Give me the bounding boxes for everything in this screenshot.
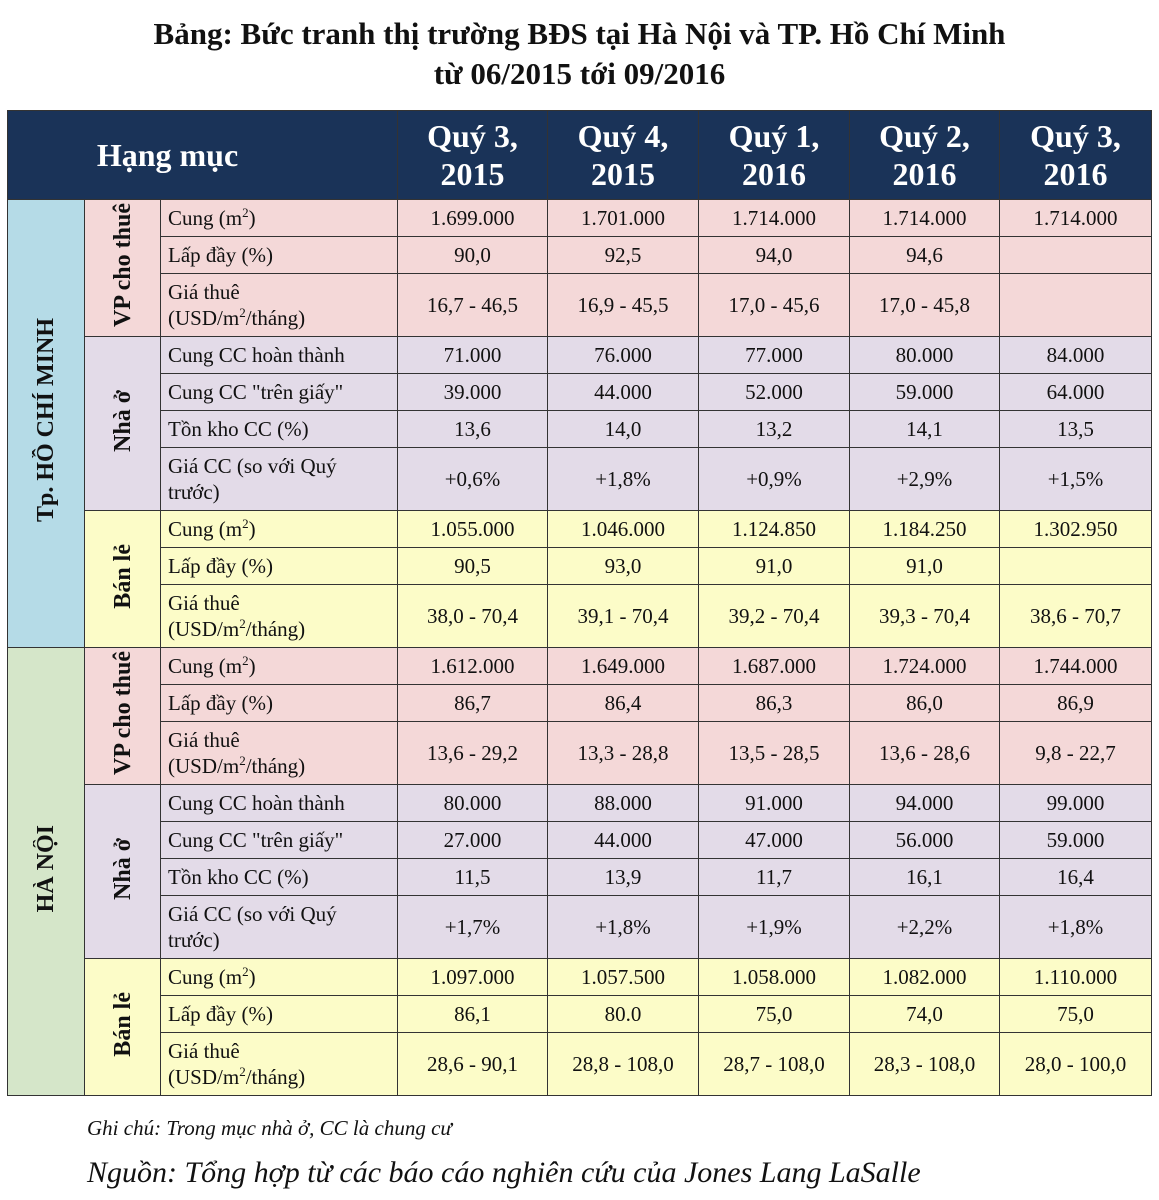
label-text: Lấp đầy (%)	[168, 1002, 273, 1026]
label-text: Giá thuê	[168, 728, 240, 752]
table-row	[8, 859, 1152, 896]
value-cell: 1.612.000	[398, 648, 548, 685]
value-cell: 44.000	[548, 822, 699, 859]
value-cell: 28,7 - 108,0	[699, 1033, 850, 1096]
title-line-2: từ 06/2015 tới 09/2016	[433, 56, 726, 91]
value-cell: 94,6	[850, 237, 1000, 274]
label-text: Cung (m	[168, 965, 243, 989]
value-cell: 13,3 - 28,8	[548, 722, 699, 785]
value-cell: 1.687.000	[699, 648, 850, 685]
row-label	[161, 337, 398, 374]
row-label	[161, 785, 398, 822]
value-cell: 13,6 - 29,2	[398, 722, 548, 785]
label-text: Cung CC hoàn thành	[168, 791, 345, 815]
table-row	[8, 337, 1152, 374]
row-label: Cung $(m^2)$	[161, 200, 398, 237]
value-cell: 1.184.250	[850, 511, 1000, 548]
value-cell: +1,8%	[1000, 896, 1152, 959]
value-cell: 13,5 - 28,5	[699, 722, 850, 785]
value-cell: 1.714.000	[1000, 200, 1152, 237]
row-label: Cung $(m^2)$	[161, 959, 398, 996]
value-cell: 38,0 - 70,4	[398, 585, 548, 648]
label-text: Lấp đầy (%)	[168, 691, 273, 715]
value-cell: 1.744.000	[1000, 648, 1152, 685]
table-row	[8, 648, 1152, 685]
value-cell: 13,6	[398, 411, 548, 448]
value-cell: 92,5	[548, 237, 699, 274]
value-cell: 1.097.000	[398, 959, 548, 996]
table-row	[8, 237, 1152, 274]
value-cell: +0,9%	[699, 448, 850, 511]
note-text: Ghi chú: Trong mục nhà ở, CC là chung cư	[87, 1116, 452, 1140]
value-cell: 1.110.000	[1000, 959, 1152, 996]
value-cell: 13,9	[548, 859, 699, 896]
group-label: Nhà ở	[85, 785, 161, 959]
value-cell: 59.000	[1000, 822, 1152, 859]
label-text: Cung (m	[168, 517, 243, 541]
value-cell: 80.0	[548, 996, 699, 1033]
value-cell: 17,0 - 45,6	[699, 274, 850, 337]
value-cell: 91.000	[699, 785, 850, 822]
value-cell: +1,8%	[548, 448, 699, 511]
value-cell: 76.000	[548, 337, 699, 374]
value-cell: 52.000	[699, 374, 850, 411]
value-cell: 88.000	[548, 785, 699, 822]
table-body	[8, 200, 1152, 1096]
value-cell: 86,4	[548, 685, 699, 722]
label-text: Giá thuê	[168, 1039, 240, 1063]
value-cell: 11,7	[699, 859, 850, 896]
table-row	[8, 896, 1152, 959]
value-cell: 1.057.500	[548, 959, 699, 996]
value-cell: 44.000	[548, 374, 699, 411]
value-cell: 38,6 - 70,7	[1000, 585, 1152, 648]
row-label: Giá thuê $(USD/m^2/tháng)$	[161, 1033, 398, 1096]
value-cell: 90,5	[398, 548, 548, 585]
quarter-header: Quý 4, 2015	[548, 111, 699, 200]
value-cell: 86,3	[699, 685, 850, 722]
table-row	[8, 200, 1152, 237]
value-cell: 11,5	[398, 859, 548, 896]
group-label: Bán lẻ	[85, 959, 161, 1096]
value-cell: 13,5	[1000, 411, 1152, 448]
value-cell: 13,2	[699, 411, 850, 448]
row-label: Cung $(m^2)$	[161, 648, 398, 685]
value-cell: 1.714.000	[850, 200, 1000, 237]
row-label	[161, 685, 398, 722]
group-label: Nhà ở	[85, 337, 161, 511]
label-text: Giá thuê	[168, 280, 240, 304]
row-label: Cung $(m^2)$	[161, 511, 398, 548]
value-cell: 1.714.000	[699, 200, 850, 237]
label-text: Giá thuê	[168, 591, 240, 615]
value-cell: 91,0	[699, 548, 850, 585]
value-cell	[1000, 237, 1152, 274]
value-cell: 94.000	[850, 785, 1000, 822]
value-cell: 1.699.000	[398, 200, 548, 237]
value-cell	[1000, 548, 1152, 585]
value-cell: 74,0	[850, 996, 1000, 1033]
value-cell: 1.124.850	[699, 511, 850, 548]
value-cell: 80.000	[398, 785, 548, 822]
value-cell: 13,6 - 28,6	[850, 722, 1000, 785]
quarter-header: Quý 3, 2016	[1000, 111, 1152, 200]
table-row	[8, 548, 1152, 585]
row-label	[161, 237, 398, 274]
value-cell: 86,1	[398, 996, 548, 1033]
value-cell: 75,0	[699, 996, 850, 1033]
value-cell: +0,6%	[398, 448, 548, 511]
table-row	[8, 274, 1152, 337]
row-label: Giá thuê $(USD/m^2/tháng)$	[161, 274, 398, 337]
label-text: Giá CC (so với Quý	[168, 454, 337, 478]
label-text: Tồn kho CC (%)	[168, 417, 309, 441]
label-text: Cung CC "trên giấy"	[168, 380, 344, 404]
value-cell: 1.055.000	[398, 511, 548, 548]
title-line-1: Bảng: Bức tranh thị trường BĐS tại Hà Nội và TP. Hồ Chí Minh	[153, 16, 1006, 51]
value-cell: 27.000	[398, 822, 548, 859]
value-cell: 17,0 - 45,8	[850, 274, 1000, 337]
value-cell: 39.000	[398, 374, 548, 411]
value-cell: +1,8%	[548, 896, 699, 959]
group-label: Bán lẻ	[85, 511, 161, 648]
table-row	[8, 511, 1152, 548]
value-cell: 14,0	[548, 411, 699, 448]
quarter-header: Quý 1, 2016	[699, 111, 850, 200]
value-cell: 86,7	[398, 685, 548, 722]
table-row	[8, 685, 1152, 722]
page-title	[0, 14, 1159, 94]
value-cell: 14,1	[850, 411, 1000, 448]
label-text: Cung (m	[168, 206, 243, 230]
value-cell: +1,9%	[699, 896, 850, 959]
label-text: Cung CC "trên giấy"	[168, 828, 344, 852]
value-cell: 16,7 - 46,5	[398, 274, 548, 337]
row-label	[161, 859, 398, 896]
value-cell: 1.302.950	[1000, 511, 1152, 548]
value-cell: +1,7%	[398, 896, 548, 959]
table-row	[8, 585, 1152, 648]
row-label: Giá CC (so với Quý trước)	[161, 896, 398, 959]
quarter-header: Quý 3, 2015	[398, 111, 548, 200]
label-text: Cung (m	[168, 654, 243, 678]
value-cell: 77.000	[699, 337, 850, 374]
value-cell: 9,8 - 22,7	[1000, 722, 1152, 785]
value-cell: 1.082.000	[850, 959, 1000, 996]
table-row	[8, 722, 1152, 785]
header-row	[8, 111, 1152, 200]
value-cell: 1.058.000	[699, 959, 850, 996]
row-label: Giá CC (so với Quý trước)	[161, 448, 398, 511]
value-cell: 1.649.000	[548, 648, 699, 685]
value-cell: 1.724.000	[850, 648, 1000, 685]
value-cell: 16,1	[850, 859, 1000, 896]
table-row	[8, 448, 1152, 511]
value-cell: 16,4	[1000, 859, 1152, 896]
value-cell: +2,9%	[850, 448, 1000, 511]
value-cell: 80.000	[850, 337, 1000, 374]
city-label: HÀ NỘI	[8, 648, 85, 1096]
table-row	[8, 785, 1152, 822]
group-label: VP cho thuê	[85, 200, 161, 337]
value-cell: 86,9	[1000, 685, 1152, 722]
row-label	[161, 548, 398, 585]
value-cell: 86,0	[850, 685, 1000, 722]
value-cell: 93,0	[548, 548, 699, 585]
category-header: Hạng mục	[8, 111, 398, 200]
row-label: Giá thuê $(USD/m^2/tháng)$	[161, 722, 398, 785]
value-cell: 1.046.000	[548, 511, 699, 548]
row-label	[161, 411, 398, 448]
table-row	[8, 822, 1152, 859]
market-table	[7, 110, 1152, 1096]
value-cell: 84.000	[1000, 337, 1152, 374]
value-cell: +2,2%	[850, 896, 1000, 959]
table-row	[8, 1033, 1152, 1096]
value-cell: 39,1 - 70,4	[548, 585, 699, 648]
row-label	[161, 822, 398, 859]
value-cell: 28,6 - 90,1	[398, 1033, 548, 1096]
value-cell: 99.000	[1000, 785, 1152, 822]
table-row	[8, 959, 1152, 996]
value-cell: 64.000	[1000, 374, 1152, 411]
value-cell: 28,0 - 100,0	[1000, 1033, 1152, 1096]
table-row	[8, 374, 1152, 411]
label-text: Giá CC (so với Quý	[168, 902, 337, 926]
value-cell: 91,0	[850, 548, 1000, 585]
value-cell: 16,9 - 45,5	[548, 274, 699, 337]
table-row	[8, 411, 1152, 448]
value-cell: 90,0	[398, 237, 548, 274]
quarter-header: Quý 2, 2016	[850, 111, 1000, 200]
value-cell: 28,3 - 108,0	[850, 1033, 1000, 1096]
value-cell: 71.000	[398, 337, 548, 374]
value-cell: 75,0	[1000, 996, 1152, 1033]
value-cell: 39,3 - 70,4	[850, 585, 1000, 648]
label-text: Lấp đầy (%)	[168, 554, 273, 578]
label-text: Cung CC hoàn thành	[168, 343, 345, 367]
value-cell	[1000, 274, 1152, 337]
row-label: Giá thuê $(USD/m^2/tháng)$	[161, 585, 398, 648]
city-label: Tp. HỒ CHÍ MINH	[8, 200, 85, 648]
table-row	[8, 996, 1152, 1033]
value-cell: +1,5%	[1000, 448, 1152, 511]
value-cell: 47.000	[699, 822, 850, 859]
value-cell: 1.701.000	[548, 200, 699, 237]
row-label	[161, 374, 398, 411]
value-cell: 59.000	[850, 374, 1000, 411]
value-cell: 94,0	[699, 237, 850, 274]
group-label: VP cho thuê	[85, 648, 161, 785]
label-text: Tồn kho CC (%)	[168, 865, 309, 889]
value-cell: 56.000	[850, 822, 1000, 859]
label-text: Lấp đầy (%)	[168, 243, 273, 267]
value-cell: 39,2 - 70,4	[699, 585, 850, 648]
source-text: Nguồn: Tổng hợp từ các báo cáo nghiên cứu của Jones Lang LaSalle	[87, 1156, 921, 1189]
value-cell: 28,8 - 108,0	[548, 1033, 699, 1096]
row-label	[161, 996, 398, 1033]
